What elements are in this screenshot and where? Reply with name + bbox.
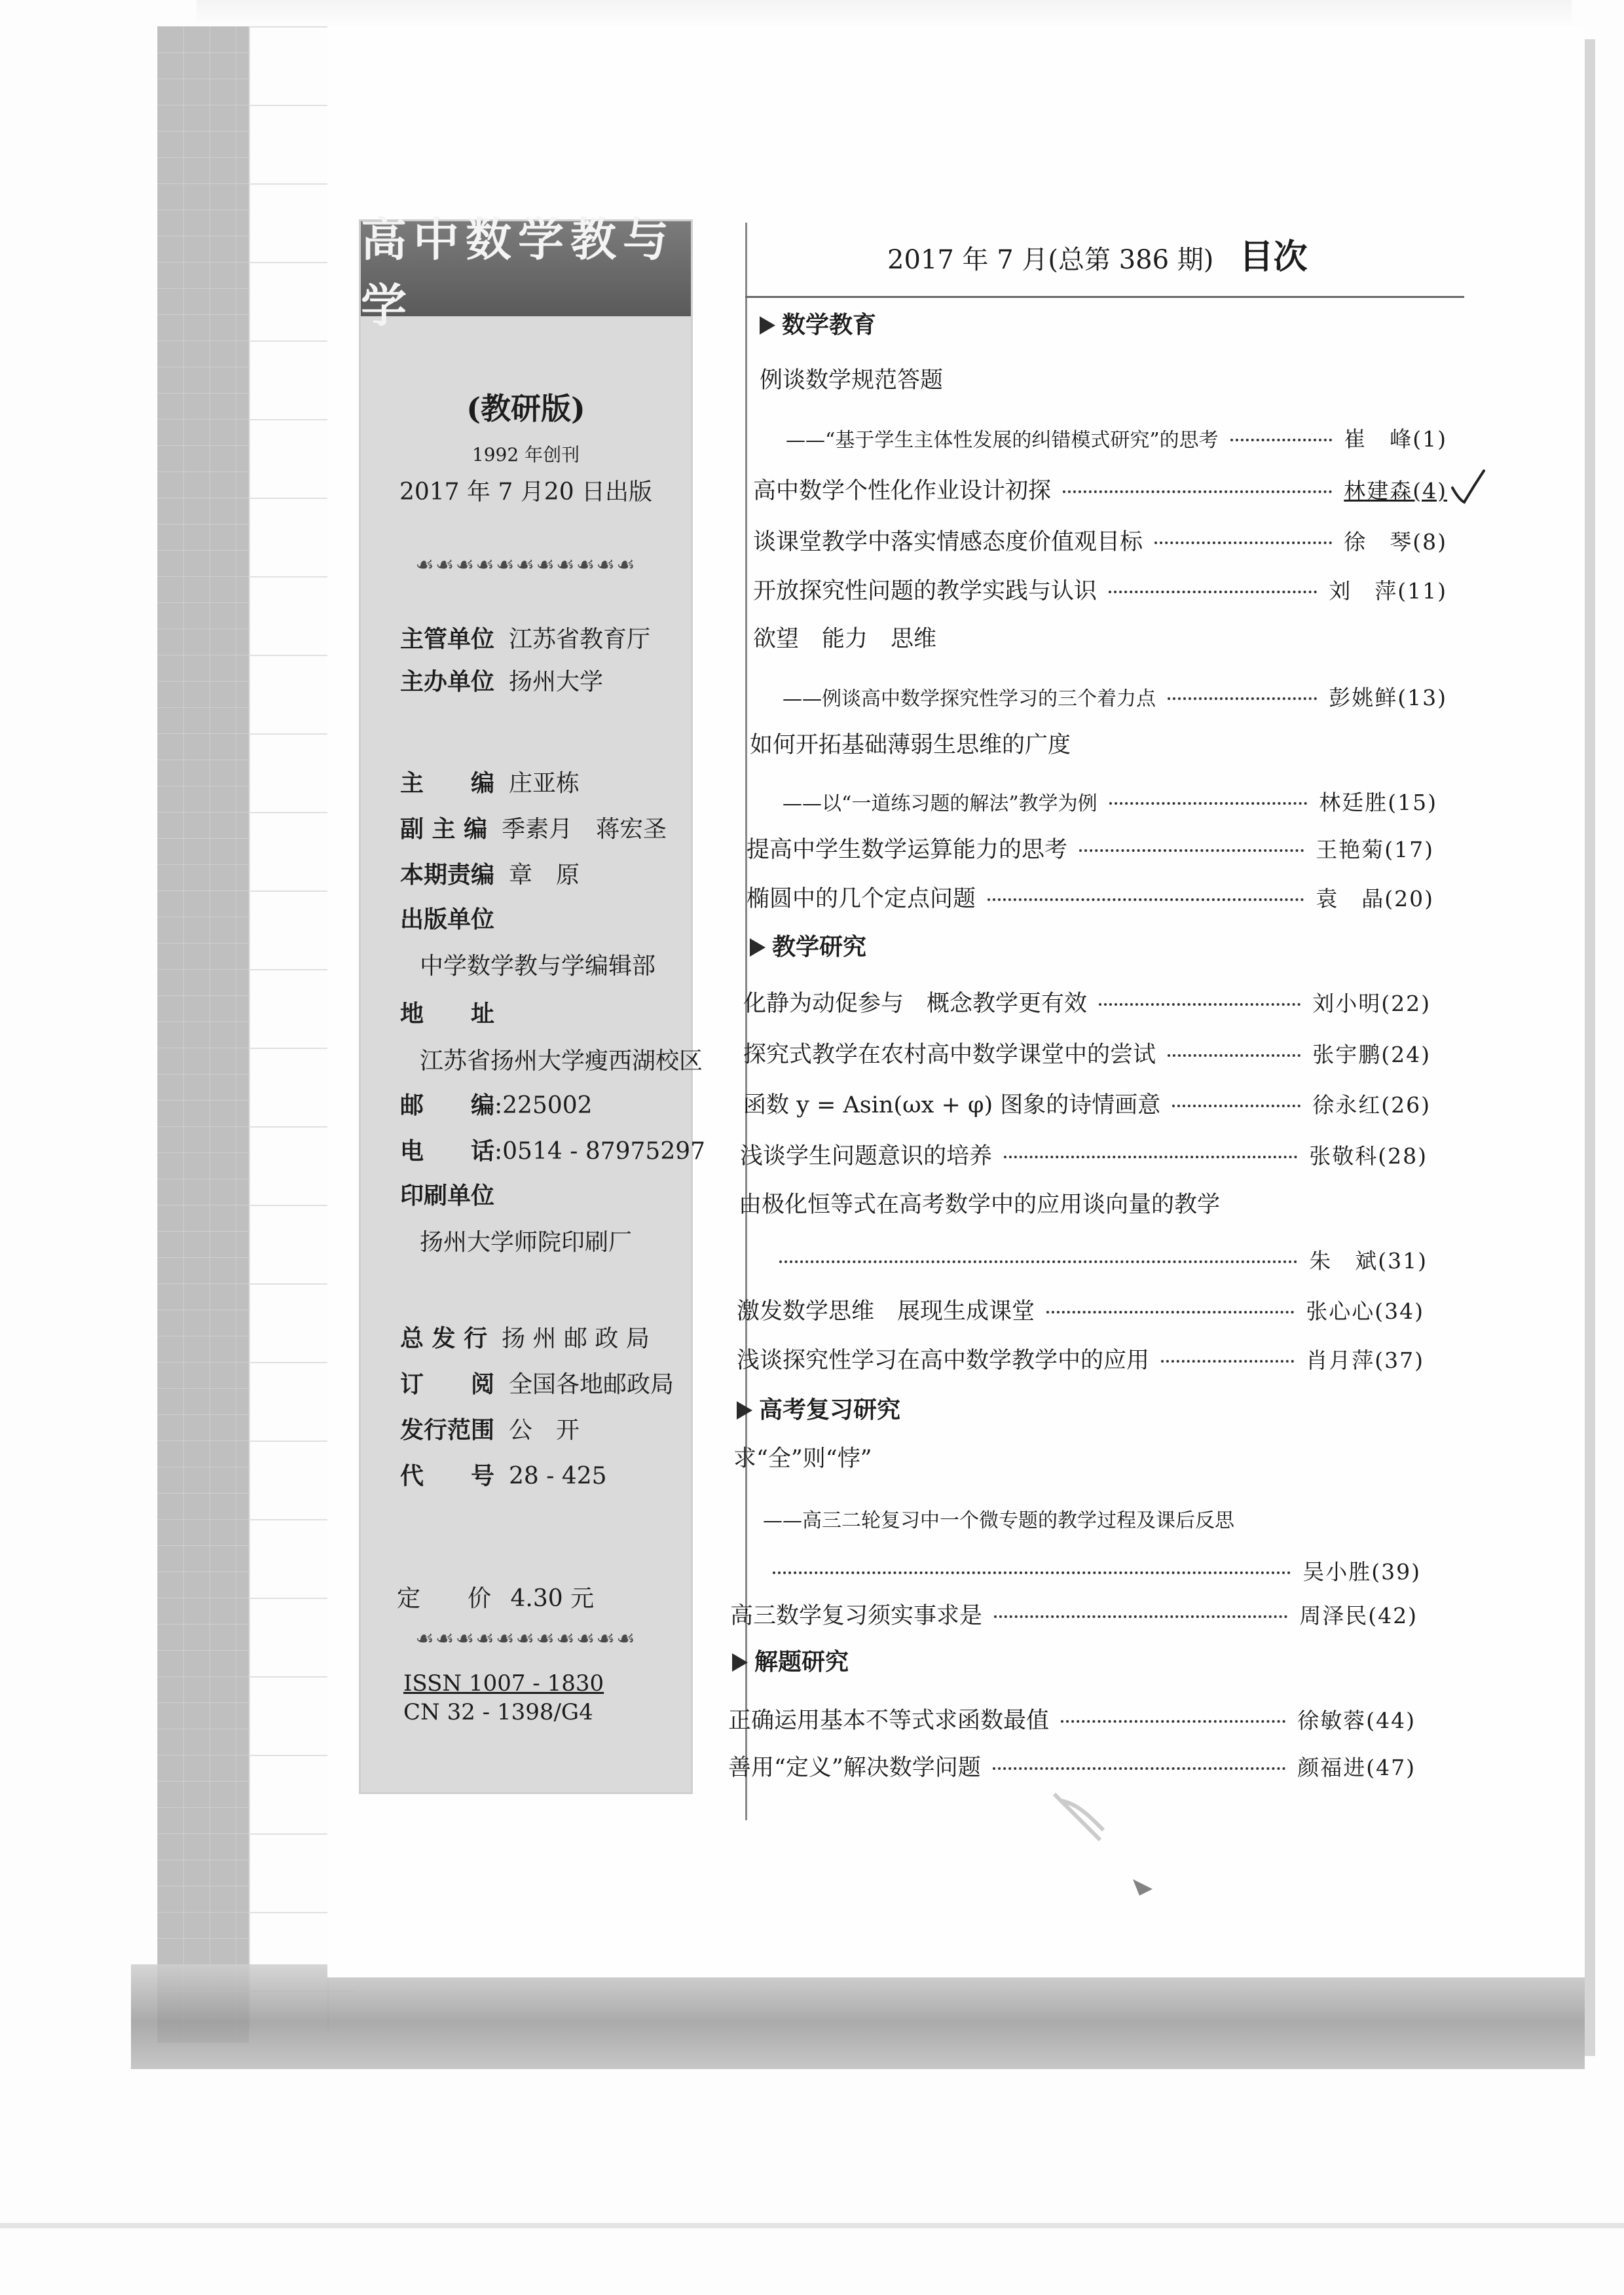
- toc-heading: 目次: [1239, 238, 1308, 277]
- toc-entry-author: 周泽民(42): [1299, 1603, 1418, 1628]
- toc-entry-subtitle: ——例谈高中数学探究性学习的三个着力点: [783, 688, 1156, 710]
- info-value: 章 原: [509, 862, 580, 889]
- handwritten-check-icon: [1447, 468, 1486, 507]
- section-title: 高考复习研究: [759, 1397, 901, 1423]
- info-label: 地 址: [400, 1000, 495, 1027]
- section-heading: [732, 1643, 849, 1677]
- dot-leader: [1061, 1720, 1285, 1723]
- dot-leader: [1168, 697, 1317, 700]
- founded-year: 1992 年创刊: [471, 444, 580, 466]
- info-label: 主 编: [400, 769, 495, 797]
- toc-entry-author: 袁 晶(20): [1316, 886, 1434, 911]
- dot-leader: [1046, 1311, 1294, 1313]
- info-supervisor: [400, 627, 650, 652]
- toc-entry[interactable]: [730, 1598, 1418, 1630]
- info-value: 扬州大学: [509, 669, 604, 695]
- cn-number: CN 32 - 1398/G4: [403, 1699, 593, 1725]
- toc-entry-author: 刘 萍(11): [1329, 578, 1447, 604]
- toc-entry[interactable]: [728, 1702, 1416, 1735]
- toc-entry-title[interactable]: 如何开拓基础薄弱生思维的广度: [750, 732, 1071, 758]
- info-label: 邮 编: [400, 1092, 495, 1119]
- toc-entry-author: 林建森(4): [1344, 478, 1447, 504]
- edition-label: (教研版): [466, 391, 585, 426]
- toc-entry-title: 函数 y = Asin(ωx + φ) 图象的诗情画意: [743, 1092, 1161, 1118]
- info-editor: [400, 771, 580, 796]
- toc-entry-subtitle: ——“基于学生主体性发展的纠错模式研究”的思考: [786, 429, 1219, 452]
- toc-entry[interactable]: [740, 1138, 1428, 1171]
- info-label: 总 发 行: [400, 1325, 488, 1352]
- toc-entry-subtitle-row[interactable]: [783, 786, 1437, 817]
- toc-entry-author: 崔 峰(1): [1344, 426, 1447, 452]
- toc-entry-title[interactable]: 由极化恒等式在高考数学中的应用谈向量的教学: [739, 1192, 1221, 1218]
- scan-left-strip: [157, 26, 249, 2043]
- dot-leader: [1109, 802, 1308, 805]
- info-value: 全国各地邮政局: [509, 1371, 674, 1398]
- toc-entry-title[interactable]: 例谈数学规范答题: [760, 367, 944, 394]
- toc-entry-title[interactable]: 欲望 能力 思维: [753, 626, 937, 652]
- info-sponsor: [400, 670, 603, 694]
- info-distributor: [400, 1327, 650, 1351]
- toc-entry-title: 谈课堂教学中落实情感态度价值观目标: [753, 529, 1143, 555]
- info-label: 电 话: [400, 1137, 495, 1165]
- dot-leader: [1161, 1360, 1294, 1363]
- info-value: 公 开: [509, 1417, 580, 1444]
- toc-entry-title: 善用“定义”解决数学问题: [728, 1755, 981, 1781]
- toc-entry[interactable]: [743, 1087, 1431, 1120]
- toc-entry[interactable]: [747, 881, 1434, 913]
- toc-entry[interactable]: [747, 832, 1434, 864]
- scan-right-edge: [1585, 39, 1595, 2056]
- toc-entry[interactable]: [753, 573, 1447, 606]
- info-label: 副 主 编: [400, 815, 488, 843]
- masthead-panel: [359, 211, 706, 1794]
- section-title: 解题研究: [754, 1649, 849, 1676]
- toc-entry-subtitle-row[interactable]: [786, 422, 1447, 453]
- dot-leader: [1099, 1003, 1301, 1006]
- toc-entry-title: 化静为动促参与 概念教学更有效: [743, 991, 1088, 1017]
- section-heading: [750, 928, 866, 962]
- scan-bottom-strip: [131, 1964, 1585, 2069]
- toc-entry-author: 张敬科(28): [1309, 1143, 1428, 1169]
- toc-entry[interactable]: [743, 985, 1431, 1018]
- triangle-marker-icon: [732, 1653, 748, 1672]
- info-label: 主办单位: [400, 668, 495, 695]
- price-label: 定 价: [397, 1585, 492, 1612]
- info-publishing-unit-value: 中学数学教与学编辑部: [420, 953, 656, 980]
- dot-leader: [1004, 1156, 1297, 1158]
- dot-leader: [1063, 490, 1332, 493]
- journal-title: 高中数学教与学: [361, 211, 675, 333]
- toc-entry-title[interactable]: 求“全”则“悖”: [733, 1446, 872, 1472]
- toc-entry[interactable]: [728, 1750, 1416, 1782]
- toc-entry-title: 椭圆中的几个定点问题: [747, 886, 976, 912]
- toc-entry-author: 王艳菊(17): [1316, 837, 1434, 862]
- toc-entry-author: 徐永红(26): [1312, 1092, 1431, 1118]
- issn-number: ISSN 1007 - 1830: [403, 1670, 604, 1697]
- toc-entry-author: 张心心(34): [1306, 1298, 1424, 1324]
- info-value: 庄亚栋: [509, 770, 580, 797]
- triangle-marker-icon: [737, 1401, 752, 1420]
- toc-entry-subtitle[interactable]: ——高三二轮复习中一个微专题的教学过程及课后反思: [763, 1509, 1234, 1532]
- toc-entry-leader-row[interactable]: [779, 1244, 1428, 1275]
- info-address: [400, 1002, 494, 1026]
- info-value: 28 - 425: [509, 1463, 607, 1490]
- info-label: 订 阅: [400, 1370, 495, 1398]
- dot-leader: [987, 898, 1304, 901]
- info-label: 出版单位: [400, 906, 495, 933]
- price: [397, 1580, 594, 1613]
- toc-entry[interactable]: [737, 1293, 1424, 1326]
- info-value: :225002: [494, 1092, 593, 1119]
- toc-entry-author: 彭姚鲜(13): [1329, 685, 1447, 710]
- toc-entry-title: 高三数学复习须实事求是: [730, 1603, 983, 1629]
- toc-entry-author: 张宇鹏(24): [1312, 1042, 1431, 1067]
- toc-entry[interactable]: [737, 1342, 1424, 1375]
- toc-header: [887, 229, 1308, 278]
- dot-leader: [1172, 1105, 1301, 1107]
- info-value: 江苏省教育厅: [509, 626, 651, 653]
- toc-entry-subtitle: ——以“一道练习题的解法”教学为例: [783, 792, 1098, 815]
- info-value: 季素月 蒋宏圣: [502, 816, 667, 843]
- info-distribution-range: [400, 1418, 580, 1442]
- price-value: 4.30 元: [510, 1585, 595, 1612]
- dot-leader: [1154, 542, 1332, 544]
- toc-entry-author: 林廷胜(15): [1319, 790, 1437, 815]
- info-code: [400, 1464, 607, 1488]
- info-label: 印刷单位: [400, 1182, 495, 1209]
- info-phone: [400, 1139, 705, 1164]
- dot-leader: [773, 1571, 1291, 1574]
- toc-entry-author: 徐敏蓉(44): [1297, 1708, 1416, 1733]
- info-publishing-unit: [400, 908, 494, 932]
- toc-entry-title: 探究式教学在农村高中数学课堂中的尝试: [743, 1042, 1156, 1068]
- column-divider: [745, 223, 747, 1820]
- toc-entry-author: 吴小胜(39): [1302, 1559, 1421, 1585]
- dot-leader: [1079, 849, 1304, 852]
- toc-entry[interactable]: [753, 473, 1447, 505]
- section-heading: [760, 306, 876, 340]
- scan-top-edge: [196, 0, 1572, 26]
- info-postcode: [400, 1093, 593, 1118]
- info-issue-editor: [400, 863, 580, 887]
- toc-entry[interactable]: [743, 1037, 1431, 1069]
- ornament-divider-bottom: ☙☙☙☙☙☙☙☙☙☙☙: [415, 1626, 637, 1651]
- toc-entry[interactable]: [753, 524, 1447, 557]
- scan-smudge: [1041, 1781, 1172, 1912]
- info-label: 主管单位: [400, 625, 495, 653]
- info-value: :0514 - 87975297: [494, 1138, 706, 1165]
- toc-entry-leader-row[interactable]: [773, 1555, 1421, 1586]
- toc-entry-title: 高中数学个性化作业设计初探: [753, 478, 1052, 504]
- triangle-marker-icon: [760, 316, 775, 335]
- scan-bottom-line: [0, 2223, 1624, 2228]
- info-printing-unit: [400, 1184, 494, 1208]
- toc-entry-subtitle-row[interactable]: [783, 681, 1447, 712]
- toc-entry-author: 肖月萍(37): [1306, 1348, 1424, 1373]
- info-address-value: 江苏省扬州大学瘦西湖校区: [420, 1048, 703, 1074]
- publish-date: 2017 年 7 月20 日出版: [399, 479, 653, 505]
- triangle-marker-icon: [750, 938, 766, 957]
- toc-entry-author: 徐 琴(8): [1344, 529, 1447, 555]
- toc-entry-author: 朱 斌(31): [1309, 1248, 1428, 1274]
- section-heading: [737, 1391, 900, 1425]
- dot-leader: [1230, 439, 1333, 441]
- toc-entry-title: 提高中学生数学运算能力的思考: [747, 837, 1068, 863]
- info-label: 本期责编: [400, 861, 495, 889]
- dot-leader: [1109, 591, 1317, 593]
- ornament-divider: ☙☙☙☙☙☙☙☙☙☙☙: [415, 552, 637, 577]
- section-title: 教学研究: [772, 934, 867, 961]
- info-deputy-editor: [400, 817, 667, 841]
- info-label: 发行范围: [400, 1416, 495, 1444]
- toc-entry-title: 正确运用基本不等式求函数最值: [728, 1708, 1050, 1734]
- header-rule: [745, 296, 1464, 298]
- section-title: 数学教育: [782, 312, 877, 339]
- info-value: 扬 州 邮 政 局: [502, 1325, 650, 1352]
- toc-entry-title: 激发数学思维 展现生成课堂: [737, 1298, 1035, 1325]
- dot-leader: [994, 1615, 1287, 1618]
- masthead-band: [361, 211, 691, 333]
- toc-entry-title: 浅谈探究性学习在高中数学教学中的应用: [737, 1348, 1150, 1374]
- issue-date: 2017 年 7 月(总第 386 期): [887, 245, 1214, 275]
- toc-entry-title: 浅谈学生问题意识的培养: [740, 1143, 993, 1169]
- info-subscription: [400, 1372, 674, 1397]
- toc-entry-title: 开放探究性问题的教学实践与认识: [753, 578, 1098, 604]
- dot-leader: [779, 1260, 1297, 1263]
- info-printing-unit-value: 扬州大学师院印刷厂: [420, 1229, 633, 1256]
- info-label: 代 号: [400, 1462, 495, 1490]
- toc-entry-author: 刘小明(22): [1312, 991, 1431, 1016]
- dot-leader: [1168, 1054, 1301, 1057]
- toc-entry-author: 颜福进(47): [1297, 1755, 1416, 1780]
- dot-leader: [993, 1767, 1285, 1770]
